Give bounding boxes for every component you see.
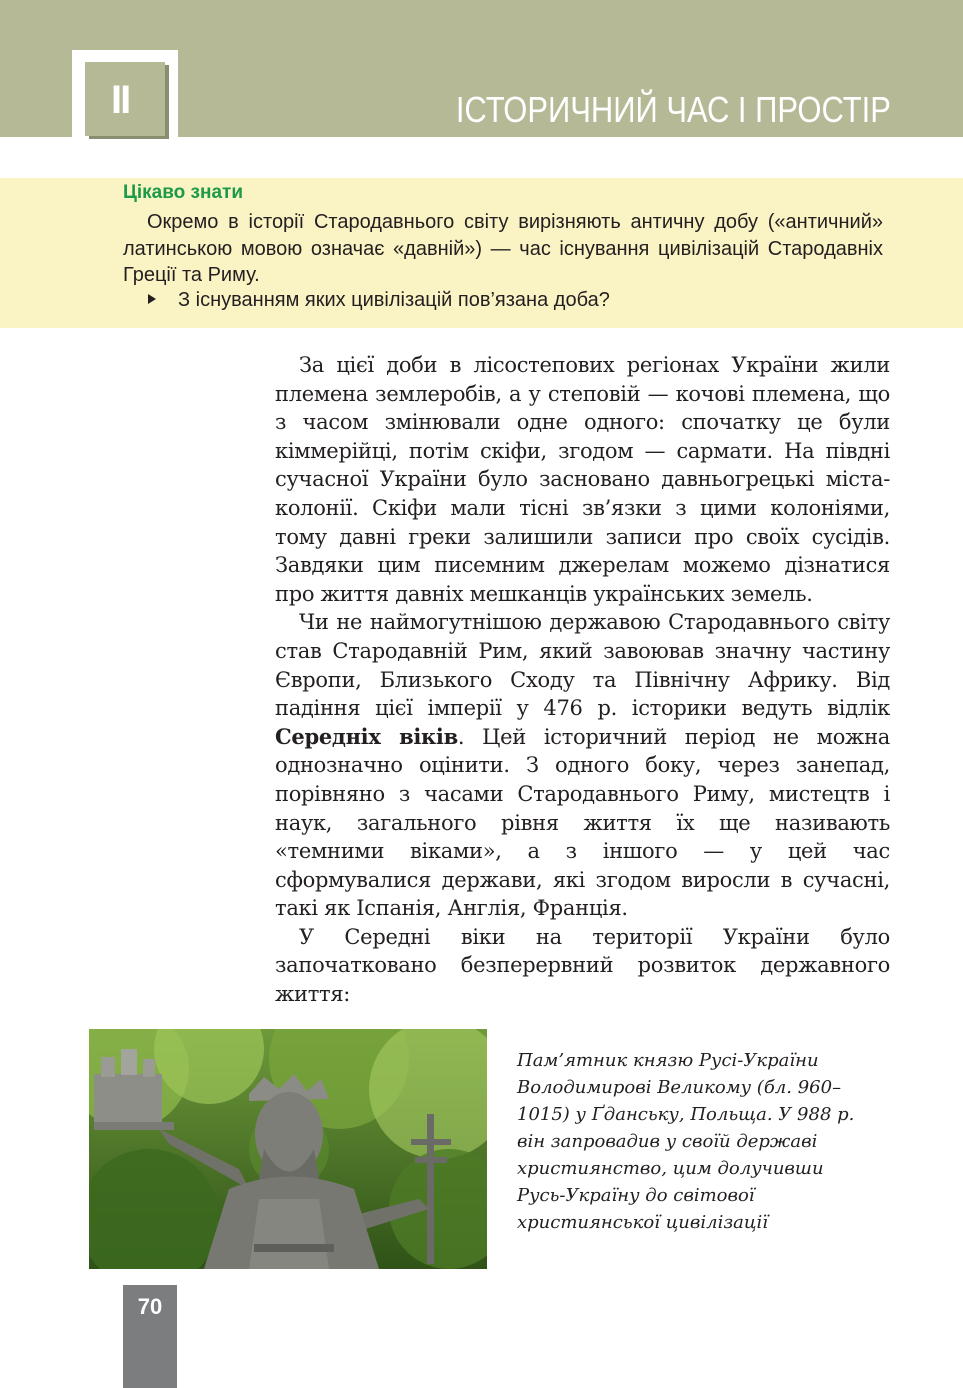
chapter-title: ІСТОРИЧНИЙ ЧАС І ПРОСТІР [455,89,891,130]
body-paragraph [275,608,890,923]
monument-photo [89,1029,487,1269]
triangle-bullet-icon [148,294,156,304]
body-text-span: Чи не наймогутнішою державою Стародавнього світу став Стародавній Рим, який завоював значну частину Європи, Близького Сходу та Північну Африку. Від падіння цієї імперії у 476 р. історики ведуть відлік [275,610,890,721]
did-you-know-question [148,287,610,313]
body-paragraph: У Середні віки на території України було започатковано безперервний розвиток державного життя: [275,924,890,1007]
did-you-know-heading: Цікаво знати [123,182,244,203]
main-body-text [275,351,890,1009]
body-text-span: . Цей історичний період не можна однозначно оцінити. З одного боку, через занепад, порівняно з часами Стародавнього Риму, мистецтв і наук, загального рівня життя їх ще називають «темними віками», а з іншого — у цей час сформувалися держави, які згодом виросли в сучасні, такі як Іспанія, Англія, Франція. [275,724,890,921]
section-numeral: II [111,78,130,122]
key-term: Середніх віків [275,723,458,749]
question-text: З існуванням яких цивілізацій пов’язана доба? [178,289,610,311]
page-number: 70 [137,1294,163,1319]
body-paragraph: За цієї доби в лісостепових регіонах України жили племена землеробів, а у степовій — кочові племена, що з часом змінювали одне одного: спочатку це були кіммерійці, потім скіфи, згодом — сармати. На півдні сучасної України було засновано давньогрецькі міста-колонії. Скіфи мали тісні зв’язки з цими колоніями, тому давні греки залишили записи про своїх сусідів. Завдяки цим писемним джерелам можемо дізнатися про життя давніх мешканців українських земель. [275,353,890,606]
photo-caption: Пам’ятник князю Русі-України Володимирові Великому (бл. 960–1015) у Ґданську, Польща. У 988 р. він запровадив у своїй державі християнство, цим долучивши Русь-Україну до світової християнської цивілізації [517,1050,855,1233]
did-you-know-text: Окремо в історії Стародавнього світу вирізняють античну добу («античний» латинською мовою означає «давній») — час існування цивілізацій Стародавніх Греції та Риму. [123,211,883,286]
monument-illustration [89,1029,487,1269]
